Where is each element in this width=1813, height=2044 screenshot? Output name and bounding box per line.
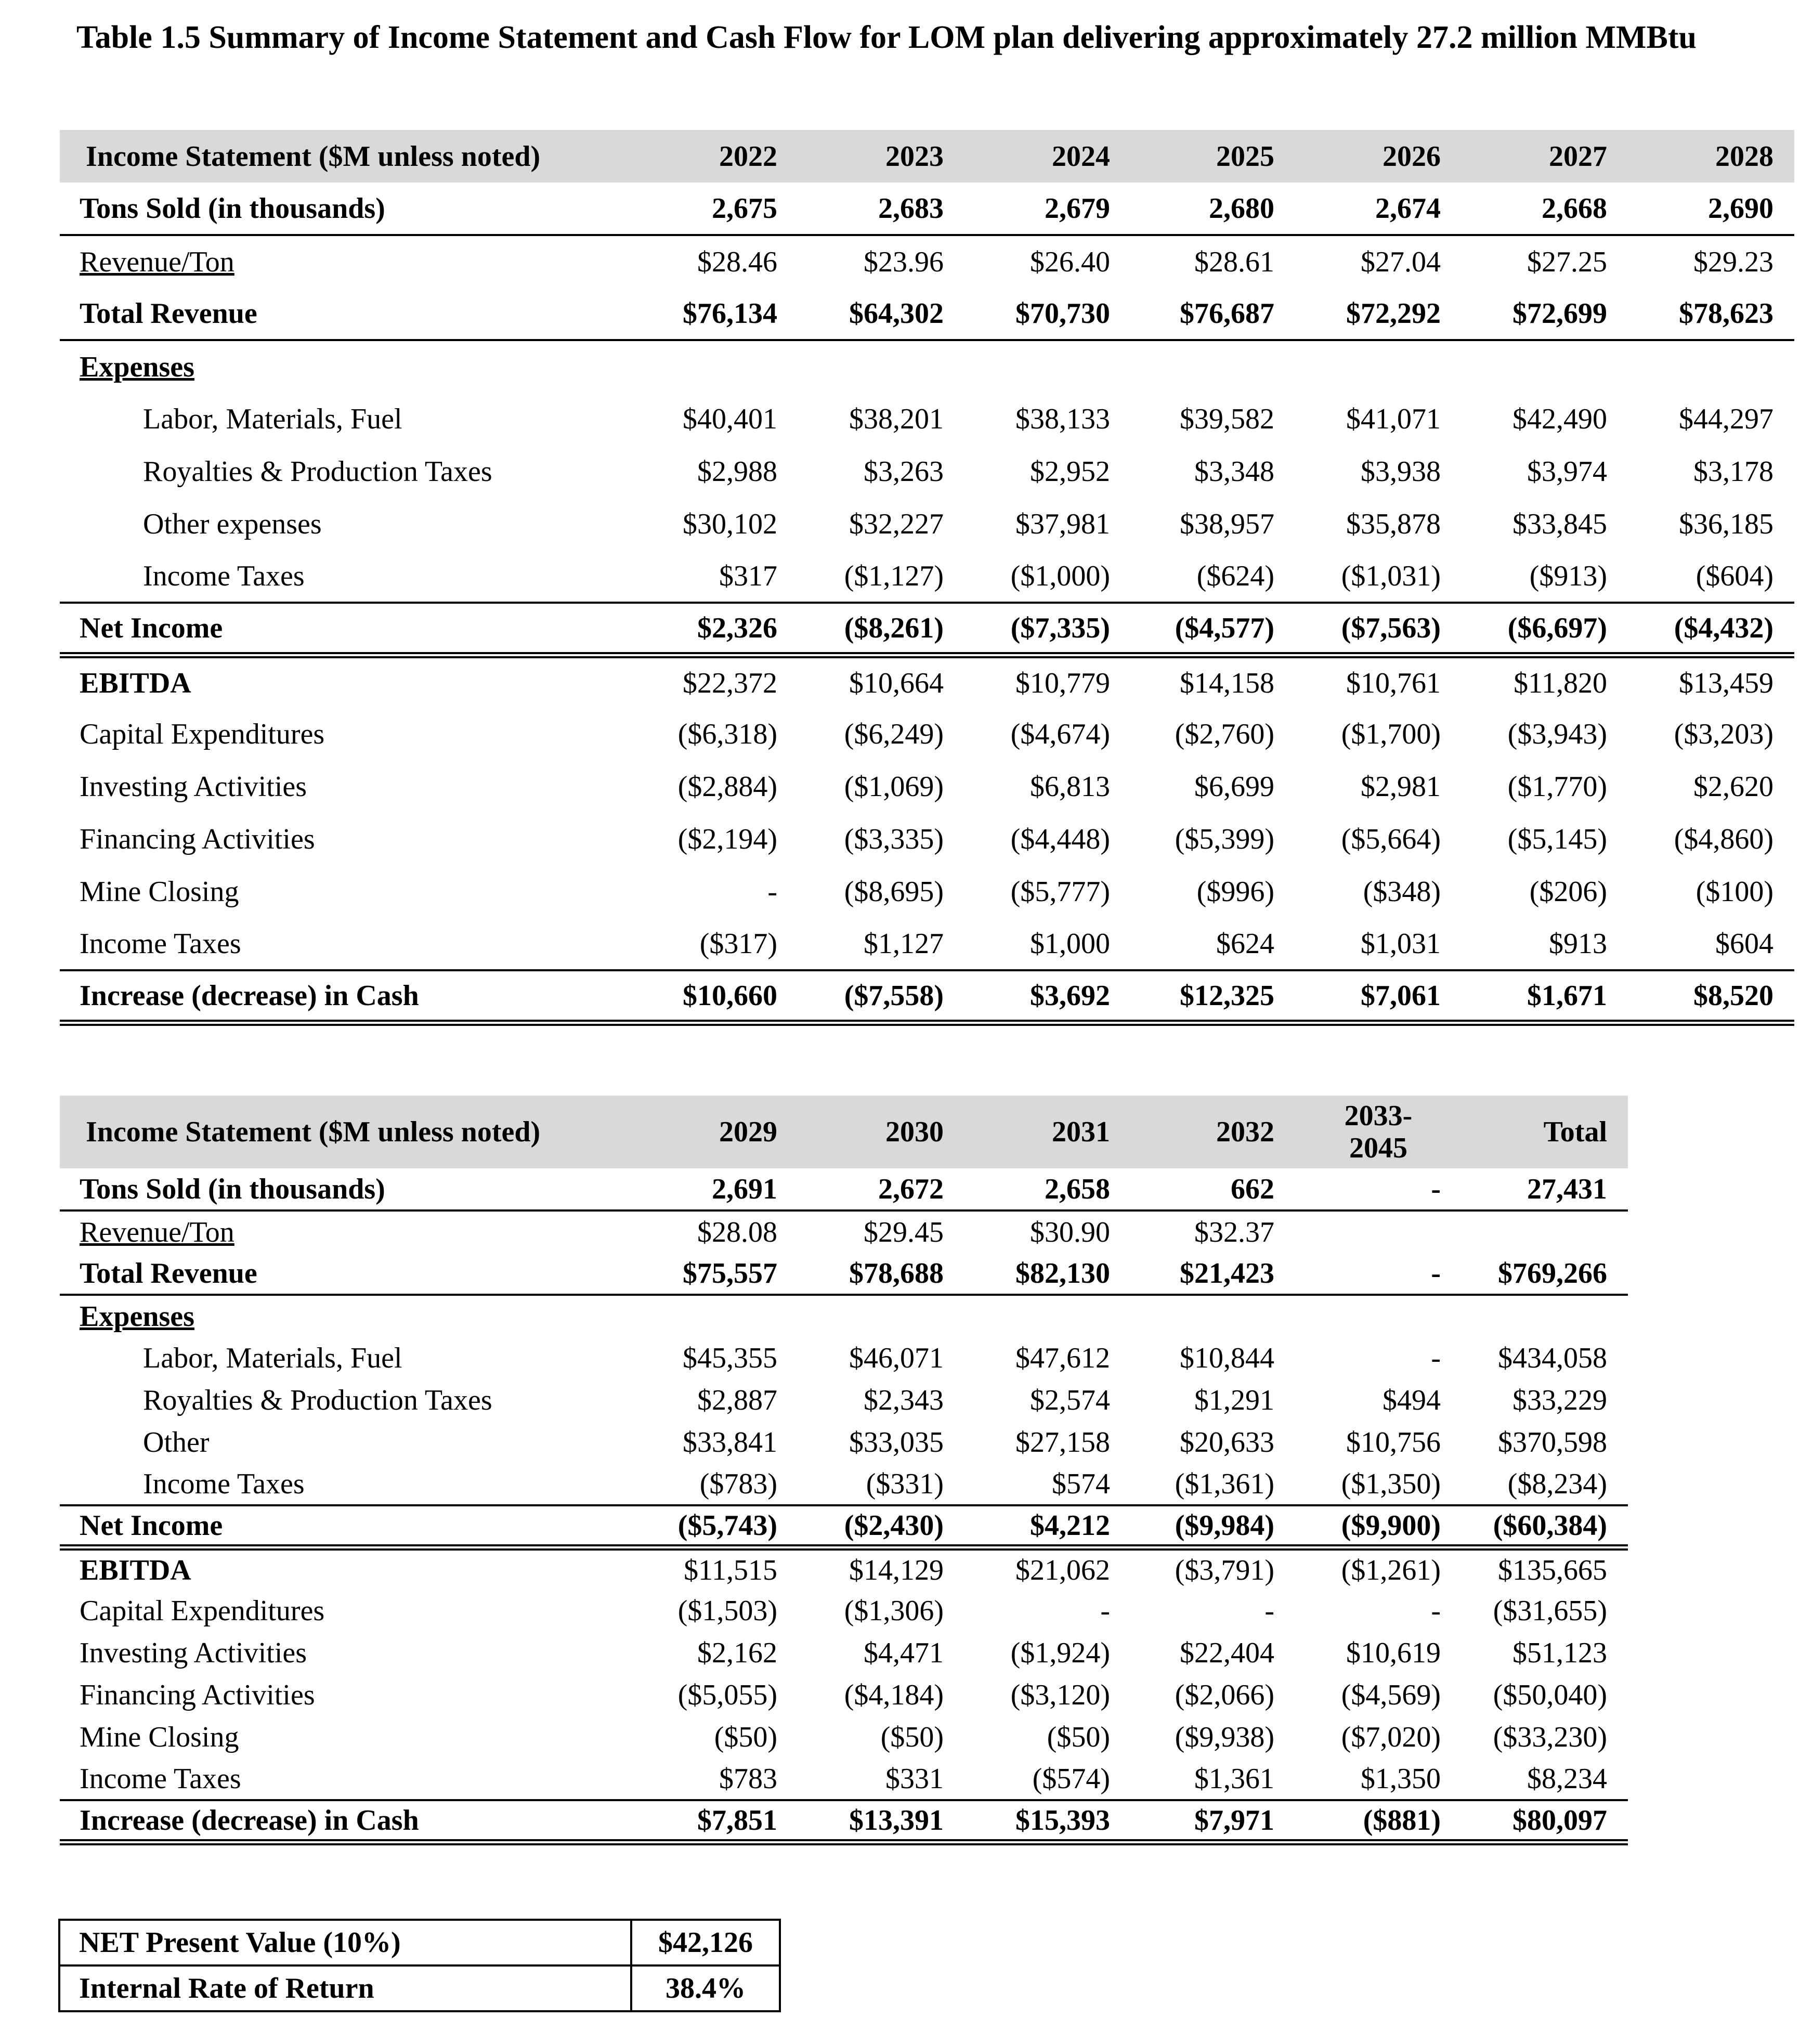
cell: $42,490: [1512, 402, 1607, 435]
row-label: Mine Closing: [80, 1721, 239, 1753]
cell: $317: [632, 550, 798, 603]
cell: ($5,664): [1341, 823, 1441, 855]
year-header: 2031: [964, 1096, 1131, 1168]
row-label: Mine Closing: [80, 875, 239, 908]
cell: $8,234: [1462, 1758, 1628, 1800]
cell: [1462, 1210, 1628, 1253]
cell: $783: [632, 1758, 798, 1800]
cell: $10,761: [1346, 667, 1441, 699]
cell: $20,633: [1180, 1426, 1274, 1459]
cell: ($50): [1047, 1721, 1110, 1753]
cell: $46,071: [849, 1342, 944, 1374]
cell: 2,683: [798, 183, 964, 235]
row-label: Other: [143, 1426, 210, 1459]
cell: ($913): [1462, 550, 1628, 603]
cell: ($6,249): [844, 718, 944, 750]
cell: $370,598: [1498, 1426, 1607, 1459]
cell: 2,690: [1628, 183, 1794, 235]
irr-row: [59, 1965, 780, 2011]
cell: $27.25: [1527, 245, 1607, 278]
cell: $36,185: [1679, 507, 1773, 540]
cell: $574: [964, 1463, 1131, 1505]
cell: ($331): [798, 1463, 964, 1505]
cell: ($6,697): [1462, 603, 1628, 655]
cell: ($604): [1628, 550, 1794, 603]
row-label: Total Revenue: [60, 1253, 632, 1295]
cell: $2,887: [697, 1384, 777, 1416]
investing-row: [60, 1632, 1628, 1674]
cell: 2,680: [1131, 183, 1295, 235]
financing-row: [60, 813, 1794, 865]
cell: ($4,577): [1131, 603, 1295, 655]
cell: $11,515: [684, 1554, 777, 1586]
cell: ($1,503): [677, 1594, 777, 1627]
row-label: Labor, Materials, Fuel: [143, 402, 402, 435]
cell: $30.90: [1030, 1216, 1110, 1248]
cell: $135,665: [1498, 1554, 1607, 1586]
cell: $1,361: [1131, 1758, 1295, 1800]
cell: $494: [1382, 1384, 1441, 1416]
cell: ($5,743): [632, 1505, 798, 1547]
row-label: Income Taxes: [60, 550, 632, 603]
revenue-per-ton-row: [60, 235, 1794, 288]
cell: ($8,261): [798, 603, 964, 655]
header-row: [60, 130, 1794, 183]
income-taxes-row: [60, 550, 1794, 603]
cell: ($50,040): [1493, 1678, 1607, 1711]
cell: 2,672: [798, 1168, 964, 1210]
row-label: Income Taxes: [60, 918, 632, 970]
cell: ($3,120): [1010, 1678, 1110, 1711]
row-label: Expenses: [80, 350, 194, 383]
cell: ($2,194): [677, 823, 777, 855]
cash-change-row: [60, 1800, 1628, 1842]
npv-value: $42,126: [631, 1920, 780, 1965]
cell: $10,660: [632, 970, 798, 1023]
cell: ($2,066): [1175, 1678, 1274, 1711]
cell: $4,212: [964, 1505, 1131, 1547]
cell: ($5,399): [1175, 823, 1274, 855]
irr-label: Internal Rate of Return: [59, 1965, 631, 2011]
ebitda-row: [60, 1547, 1628, 1590]
mine-closing-row: [60, 1716, 1628, 1758]
cell: $27.04: [1361, 245, 1441, 278]
cell: $434,058: [1498, 1342, 1607, 1374]
year-header: 2024: [964, 130, 1131, 183]
cell: -: [1431, 1594, 1441, 1627]
row-label: Royalties & Production Taxes: [143, 455, 492, 488]
cell: $10,756: [1346, 1426, 1441, 1459]
cell: 2,679: [964, 183, 1131, 235]
other-expenses-row: [60, 498, 1794, 550]
row-label: Increase (decrease) in Cash: [60, 970, 632, 1023]
cell: ($50): [880, 1721, 944, 1753]
cf-income-taxes-row: [60, 1758, 1628, 1800]
expenses-heading-row: [60, 1295, 1628, 1337]
cell: -: [767, 875, 777, 908]
cell: ($100): [1695, 875, 1773, 908]
cell: ($9,900): [1295, 1505, 1462, 1547]
cell: $3,178: [1693, 455, 1773, 488]
cell: ($7,335): [964, 603, 1131, 655]
row-label: Net Income: [60, 603, 632, 655]
cell: $1,127: [798, 918, 964, 970]
cell: $2,574: [1030, 1384, 1110, 1416]
cell: ($4,432): [1628, 603, 1794, 655]
cell: $2,162: [697, 1636, 777, 1669]
cell: $14,129: [849, 1554, 944, 1586]
cell: 662: [1131, 1168, 1295, 1210]
cell: $12,325: [1131, 970, 1295, 1023]
cell: $23.96: [864, 245, 944, 278]
income-taxes-row: [60, 1463, 1628, 1505]
financing-row: [60, 1674, 1628, 1716]
row-label: Expenses: [80, 1300, 194, 1333]
cell: $44,297: [1679, 402, 1773, 435]
year-header: 2032: [1131, 1096, 1295, 1168]
income-statement-table-2029-total: [60, 1096, 1628, 1845]
cell: $1,000: [964, 918, 1131, 970]
row-label: Investing Activities: [80, 1636, 307, 1669]
cell: $1,350: [1295, 1758, 1462, 1800]
header-label: Income Statement ($M unless noted): [60, 1096, 632, 1168]
cell: 27,431: [1462, 1168, 1628, 1210]
total-header: Total: [1462, 1096, 1628, 1168]
table-title: Table 1.5 Summary of Income Statement and Cash Flow for LOM plan delivering approximately 27.2 million MMBtu: [76, 20, 1697, 55]
row-label: Capital Expenditures: [80, 718, 325, 750]
cell: $14,158: [1180, 667, 1274, 699]
cell: $47,612: [1015, 1342, 1110, 1374]
capex-row: [60, 1590, 1628, 1632]
cell: ($9,984): [1131, 1505, 1295, 1547]
cell: $33,841: [683, 1426, 777, 1459]
cell: $6,699: [1194, 770, 1274, 803]
cell: -: [1264, 1594, 1274, 1627]
cell: ($1,924): [1010, 1636, 1110, 1669]
cell: -: [1295, 1168, 1462, 1210]
cell: $1,291: [1194, 1384, 1274, 1416]
row-label: Net Income: [60, 1505, 632, 1547]
cell: $32,227: [849, 507, 944, 540]
cell: $76,134: [632, 288, 798, 340]
cell: $78,623: [1628, 288, 1794, 340]
year-header: 2030: [798, 1096, 964, 1168]
cell: 2,674: [1295, 183, 1462, 235]
cell: ($5,777): [1010, 875, 1110, 908]
cell: $26.40: [1030, 245, 1110, 278]
cell: $6,813: [1030, 770, 1110, 803]
row-label: Income Taxes: [60, 1758, 632, 1800]
cell: $51,123: [1512, 1636, 1607, 1669]
cell: $21,062: [1015, 1554, 1110, 1586]
capex-row: [60, 708, 1794, 760]
cell: ($881): [1295, 1800, 1462, 1842]
tons-sold-row: [60, 183, 1794, 235]
npv-label: NET Present Value (10%): [59, 1920, 631, 1965]
cell: $3,348: [1194, 455, 1274, 488]
row-label: Increase (decrease) in Cash: [60, 1800, 632, 1842]
other-expenses-row: [60, 1421, 1628, 1463]
year-header: 2023: [798, 130, 964, 183]
cell: -: [1431, 1342, 1441, 1374]
labor-row: [60, 1337, 1628, 1379]
cell: $30,102: [683, 507, 777, 540]
cell: $35,878: [1346, 507, 1441, 540]
cell: $2,326: [632, 603, 798, 655]
cell: ($6,318): [677, 718, 777, 750]
cell: ($33,230): [1493, 1721, 1607, 1753]
row-label: Labor, Materials, Fuel: [143, 1342, 402, 1374]
cell: $624: [1131, 918, 1295, 970]
cell: [1295, 1210, 1462, 1253]
cell: ($996): [1196, 875, 1274, 908]
row-label: Total Revenue: [60, 288, 632, 340]
cell: ($3,791): [1175, 1554, 1274, 1586]
cell: ($50): [714, 1721, 777, 1753]
cell: ($1,069): [844, 770, 944, 803]
cell: ($1,000): [964, 550, 1131, 603]
cell: ($4,448): [1010, 823, 1110, 855]
cell: ($317): [632, 918, 798, 970]
cell: $2,343: [864, 1384, 944, 1416]
mine-closing-row: [60, 865, 1794, 918]
cell: $10,664: [849, 667, 944, 699]
cell: $64,302: [798, 288, 964, 340]
income-statement-table-2022-2028: [60, 130, 1794, 1026]
expenses-heading-row: [60, 340, 1794, 393]
cell: ($1,700): [1341, 718, 1441, 750]
cell: $33,845: [1512, 507, 1607, 540]
cell: ($4,184): [844, 1678, 944, 1711]
cell: $1,031: [1295, 918, 1462, 970]
cell: ($1,361): [1131, 1463, 1295, 1505]
cell: $76,687: [1131, 288, 1295, 340]
row-label: Capital Expenditures: [80, 1594, 325, 1627]
cell: $4,471: [864, 1636, 944, 1669]
row-label: EBITDA: [80, 667, 191, 699]
row-label: EBITDA: [80, 1554, 191, 1586]
cell: ($1,261): [1341, 1554, 1441, 1586]
tons-sold-row: [60, 1168, 1628, 1210]
cell: ($4,569): [1341, 1678, 1441, 1711]
cell: $7,061: [1295, 970, 1462, 1023]
header-row: [60, 1096, 1628, 1168]
cell: ($9,938): [1175, 1721, 1274, 1753]
cell: ($2,430): [798, 1505, 964, 1547]
row-label: Other expenses: [143, 507, 322, 540]
row-label: Tons Sold (in thousands): [60, 1168, 632, 1210]
cell: $72,292: [1295, 288, 1462, 340]
year-header: 2022: [632, 130, 798, 183]
cell: $604: [1628, 918, 1794, 970]
cell: ($5,055): [677, 1678, 777, 1711]
row-label: Royalties & Production Taxes: [143, 1384, 492, 1416]
year-header: 2025: [1131, 130, 1295, 183]
cell: $13,391: [798, 1800, 964, 1842]
year-header: 2033- 2045: [1295, 1096, 1462, 1168]
cell: 2,675: [632, 183, 798, 235]
cell: $331: [798, 1758, 964, 1800]
cell: ($4,860): [1674, 823, 1773, 855]
row-label: Revenue/Ton: [80, 245, 234, 278]
cell: $769,266: [1462, 1253, 1628, 1295]
cell: $32.37: [1194, 1216, 1274, 1248]
cell: $8,520: [1628, 970, 1794, 1023]
cell: ($7,563): [1295, 603, 1462, 655]
cell: ($1,306): [844, 1594, 944, 1627]
cell: $39,582: [1180, 402, 1274, 435]
investing-row: [60, 760, 1794, 813]
row-label: Income Taxes: [60, 1463, 632, 1505]
revenue-per-ton-row: [60, 1210, 1628, 1253]
cell: ($1,031): [1295, 550, 1462, 603]
cell: $3,263: [864, 455, 944, 488]
cell: $38,201: [849, 402, 944, 435]
cash-change-row: [60, 970, 1794, 1023]
cell: $28.61: [1194, 245, 1274, 278]
cell: $70,730: [964, 288, 1131, 340]
cell: $3,692: [964, 970, 1131, 1023]
year-header: 2027: [1462, 130, 1628, 183]
row-label: Financing Activities: [80, 823, 315, 855]
ebitda-row: [60, 655, 1794, 708]
cell: 2,658: [964, 1168, 1131, 1210]
net-income-row: [60, 603, 1794, 655]
cell: -: [1100, 1594, 1110, 1627]
cell: ($3,943): [1507, 718, 1607, 750]
cell: ($8,234): [1462, 1463, 1628, 1505]
cell: ($60,384): [1462, 1505, 1628, 1547]
cell: $27,158: [1015, 1426, 1110, 1459]
cell: ($348): [1363, 875, 1441, 908]
cell: $80,097: [1462, 1800, 1628, 1842]
cell: ($3,335): [844, 823, 944, 855]
cell: $38,957: [1180, 507, 1274, 540]
cell: ($2,760): [1175, 718, 1274, 750]
labor-row: [60, 393, 1794, 445]
cell: $11,820: [1514, 667, 1607, 699]
total-revenue-row: [60, 288, 1794, 340]
year-header: 2029: [632, 1096, 798, 1168]
row-label: Revenue/Ton: [80, 1216, 234, 1248]
cell: $45,355: [683, 1342, 777, 1374]
cell: $10,844: [1180, 1342, 1274, 1374]
cell: ($1,770): [1507, 770, 1607, 803]
cell: $40,401: [683, 402, 777, 435]
royalties-row: [60, 1379, 1628, 1421]
cell: ($1,127): [798, 550, 964, 603]
cell: ($574): [964, 1758, 1131, 1800]
cell: $21,423: [1131, 1253, 1295, 1295]
cell: $1,671: [1462, 970, 1628, 1023]
cell: $10,619: [1346, 1636, 1441, 1669]
royalties-row: [60, 445, 1794, 498]
cell: $2,981: [1361, 770, 1441, 803]
cell: -: [1295, 1253, 1462, 1295]
cell: $2,988: [697, 455, 777, 488]
row-label: Financing Activities: [80, 1678, 315, 1711]
cell: ($783): [632, 1463, 798, 1505]
cell: $28.08: [697, 1216, 777, 1248]
cell: ($8,695): [844, 875, 944, 908]
year-header: 2028: [1628, 130, 1794, 183]
cell: ($1,350): [1295, 1463, 1462, 1505]
cell: $29.45: [864, 1216, 944, 1248]
cell: $33,229: [1512, 1384, 1607, 1416]
cell: 2,668: [1462, 183, 1628, 235]
cell: $78,688: [798, 1253, 964, 1295]
cell: $7,851: [632, 1800, 798, 1842]
cell: $22,404: [1180, 1636, 1274, 1669]
cell: ($7,558): [798, 970, 964, 1023]
row-label: Tons Sold (in thousands): [60, 183, 632, 235]
cell: ($4,674): [1010, 718, 1110, 750]
cell: ($5,145): [1507, 823, 1607, 855]
cell: $3,974: [1527, 455, 1607, 488]
cell: ($3,203): [1674, 718, 1773, 750]
cell: $37,981: [1015, 507, 1110, 540]
cell: ($2,884): [677, 770, 777, 803]
cell: $41,071: [1346, 402, 1441, 435]
cell: ($624): [1131, 550, 1295, 603]
net-income-row: [60, 1505, 1628, 1547]
cell: $29.23: [1693, 245, 1773, 278]
cf-income-taxes-row: [60, 918, 1794, 970]
cell: ($31,655): [1493, 1594, 1607, 1627]
cell: $75,557: [632, 1253, 798, 1295]
cell: $72,699: [1462, 288, 1628, 340]
cell: $82,130: [964, 1253, 1131, 1295]
cell: ($7,020): [1341, 1721, 1441, 1753]
cell: $22,372: [683, 667, 777, 699]
cell: $2,952: [1030, 455, 1110, 488]
cell: ($206): [1529, 875, 1607, 908]
cell: 2,691: [632, 1168, 798, 1210]
cell: $2,620: [1693, 770, 1773, 803]
year-header: 2026: [1295, 130, 1462, 183]
cell: $28.46: [697, 245, 777, 278]
irr-value: 38.4%: [666, 1972, 746, 2004]
cell: $10,779: [1015, 667, 1110, 699]
cell: $3,938: [1361, 455, 1441, 488]
cell: $913: [1462, 918, 1628, 970]
valuation-summary-table: [58, 1919, 781, 2012]
cell: $38,133: [1015, 402, 1110, 435]
row-label: Investing Activities: [80, 770, 307, 803]
cell: $7,971: [1131, 1800, 1295, 1842]
cell: $33,035: [849, 1426, 944, 1459]
header-label: Income Statement ($M unless noted): [60, 130, 632, 183]
total-revenue-row: [60, 1253, 1628, 1295]
cell: $13,459: [1679, 667, 1773, 699]
cell: $15,393: [964, 1800, 1131, 1842]
npv-row: [59, 1920, 780, 1965]
